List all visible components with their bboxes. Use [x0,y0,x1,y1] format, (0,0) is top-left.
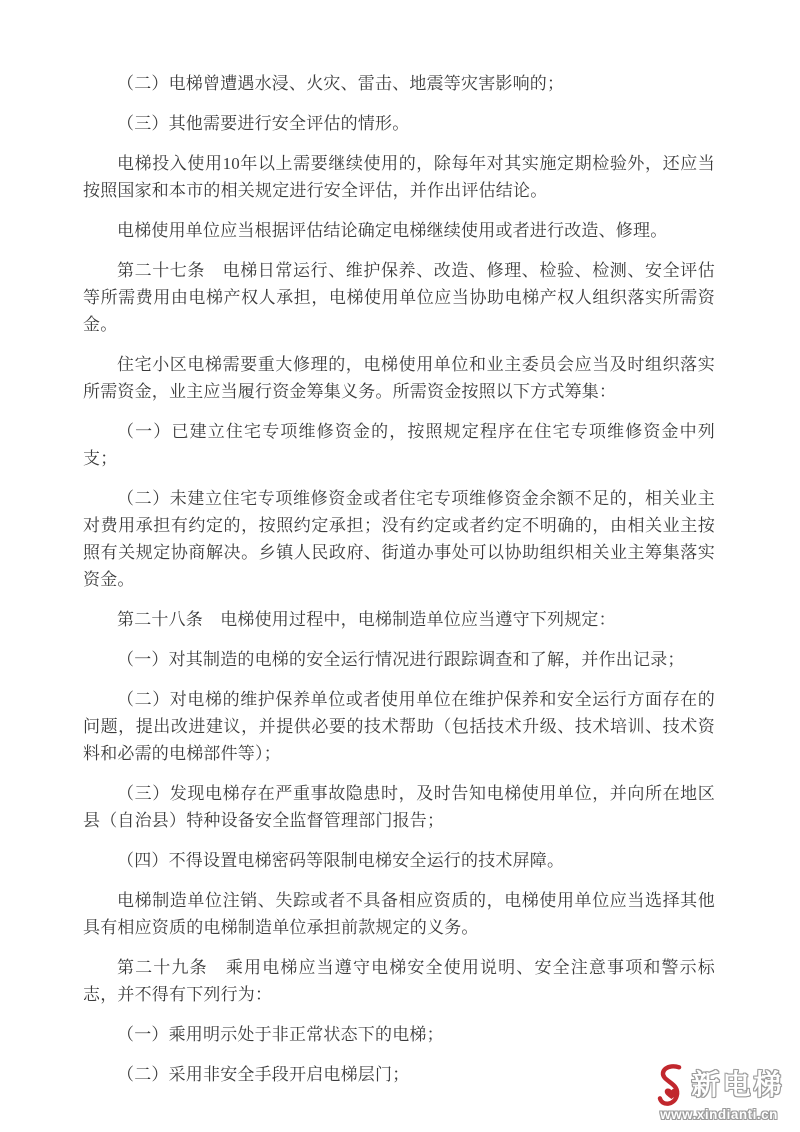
paragraph: （三）其他需要进行安全评估的情形。 [117,114,410,133]
paragraph: 住宅小区电梯需要重大修理的，电梯使用单位和业主委员会应当及时组织落实所需资金，业主应当履行资金筹集义务。所需资金按照以下方式筹集： [83,355,715,401]
brand-name: 新电梯 [691,1068,785,1100]
paragraph: （一）已建立住宅专项维修资金的，按照规定程序在住宅专项维修资金中列支； [83,422,715,468]
paragraph: （二）对电梯的维护保养单位或者使用单位在维护保养和安全运行方面存在的问题，提出改进建议，并提供必要的技术帮助（包括技术升级、技术培训、技术资料和必需的电梯部件等）； [83,690,715,763]
xindianti-watermark [641,1063,797,1122]
paragraph: 第二十七条 电梯日常运行、维护保养、改造、修理、检验、检测、安全评估等所需费用由电梯产权人承担，电梯使用单位应当协助电梯产权人组织落实所需资金。 [83,261,715,334]
paragraph: （二）电梯曾遭遇水浸、火灾、雷击、地震等灾害影响的； [117,74,565,93]
paragraph: 电梯使用单位应当根据评估结论确定电梯继续使用或者进行改造、修理。 [117,221,668,240]
watermark-top-row [641,1063,797,1107]
paragraph: （一）乘用明示处于非正常状态下的电梯； [117,1025,444,1044]
paragraph: （一）对其制造的电梯的安全运行情况进行跟踪调查和了解，并作出记录； [117,650,685,669]
paragraph: 电梯投入使用10年以上需要继续使用的，除每年对其实施定期检验外，还应当按照国家和本市的相关规定进行安全评估，并作出评估结论。 [83,154,715,200]
paragraph: 第二十八条 电梯使用过程中，电梯制造单位应当遵守下列规定： [117,610,616,629]
paragraph: （四）不得设置电梯密码等限制电梯安全运行的技术屏障。 [117,851,565,870]
ribbon-8-heart-icon [653,1063,687,1107]
paragraph: 电梯制造单位注销、失踪或者不具备相应资质的，电梯使用单位应当选择其他具有相应资质的电梯制造单位承担前款规定的义务。 [83,891,715,937]
brand-url: www.xindianti.cn [660,1106,778,1122]
document-body [83,70,715,1101]
paragraph: 第二十九条 乘用电梯应当遵守电梯安全使用说明、安全注意事项和警示标志，并不得有下列行为： [83,958,715,1004]
paragraph: （三）发现电梯存在严重事故隐患时，及时告知电梯使用单位，并向所在地区县（自治县）特种设备安全监督管理部门报告； [83,784,715,830]
paragraph: （二）未建立住宅专项维修资金或者住宅专项维修资金余额不足的，相关业主对费用承担有约定的，按照约定承担；没有约定或者约定不明确的，由相关业主按照有关规定协商解决。乡镇人民政府、街道办事处可以协助组织相关业主筹集落实资金。 [83,489,715,589]
paragraph: （二）采用非安全手段开启电梯层门； [117,1065,410,1084]
